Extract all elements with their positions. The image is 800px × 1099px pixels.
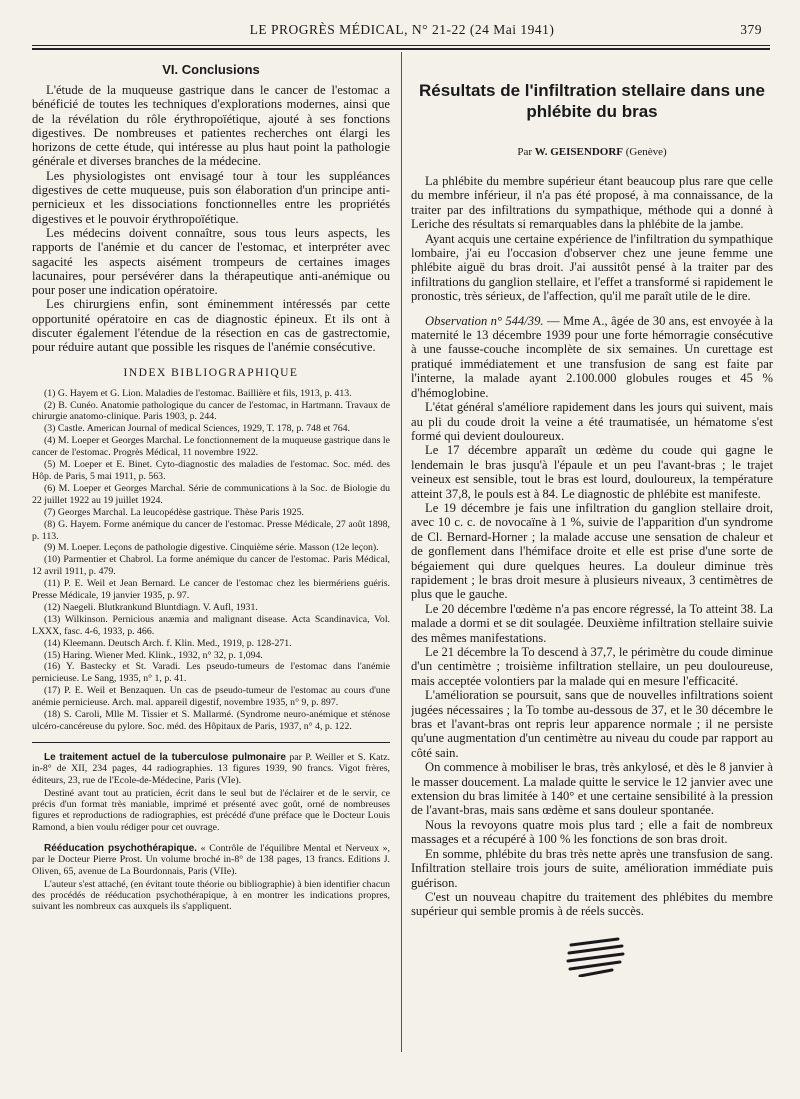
paragraph: C'est un nouveau chapitre du traitement des phlébites du membre supérieur qui semble promis à de réels succès. bbox=[411, 889, 773, 919]
end-ornament bbox=[566, 937, 626, 977]
book-reviews bbox=[32, 752, 390, 913]
reference: (1) G. Hayem et G. Lion. Maladies de l'estomac. Baillière et fils, 1913, p. 413. bbox=[44, 387, 352, 399]
article-title: Résultats de l'infiltration stellaire dans une phlébite du bras bbox=[418, 81, 765, 121]
reference: (14) Kleemann. Deutsch Arch. f. Klin. Med., 1919, p. 128-271. bbox=[44, 637, 292, 649]
paragraph: Les physiologistes ont envisagé tour à tour les suppléances digestives de cette muqueuse, puis son élaboration d'un principe anti-pernicieux et les dissociations fonctionnelles entre les propriétés digestives et le pouvoir érythropoïétique. bbox=[32, 168, 390, 226]
header-rule-thick bbox=[32, 48, 770, 50]
review-title: Le traitement actuel de la tuberculose pulmonaire bbox=[44, 751, 286, 763]
reference: (3) Castle. American Journal of medical Sciences, 1929, T. 178, p. 748 et 764. bbox=[44, 423, 350, 435]
paragraph: L'étude de la muqueuse gastrique dans le cancer de l'estomac a bénéficié de toutes les techniques d'explorations modernes, ainsi que de la révélation du rôle érythropoïétique, ajouté à ses fonctions digestives. De nombreuses et patientes recherches ont élargi les horizons de cette étude, qui intéresse au plus haut point la pathologie générale et diverses branches de la médecine. bbox=[32, 83, 390, 169]
byline-prefix: Par bbox=[517, 146, 532, 158]
paragraph: On commence à mobiliser le bras, très ankylosé, et dès le 8 janvier à le masser doucement. La malade quitte le service le 12 janvier avec une extension du bras limitée à 140° et une certaine sensibilité à la pression de l'avant-bras, mais sans œdème et sans douleur spontanée. bbox=[411, 760, 773, 818]
right-column bbox=[411, 80, 773, 1080]
index-title: INDEX BIBLIOGRAPHIQUE bbox=[123, 366, 299, 379]
left-column bbox=[32, 60, 390, 1060]
author-name: W. GEISENDORF bbox=[534, 146, 623, 158]
paragraph: Le 17 décembre apparaît un œdème du coude qui gagne le lendemain le bras jusqu'à l'épaule et un peu l'avant-bras ; le trajet veineux est sensible, tout le bras est lourd, douloureux, la température atteint 37,8, le pouls est à 84. Le diagnostic de phlébite est manifeste. bbox=[411, 443, 773, 501]
reference: (6) M. Loeper et Georges Marchal. Série de communications à la Soc. de Biologie du 22 juillet 1922 au 19 juillet 1924. bbox=[32, 482, 390, 506]
reference: (8) G. Hayem. Forme anémique du cancer de l'estomac. Presse Médicale, 27 août 1898, p. 113. bbox=[32, 518, 390, 542]
header-rule bbox=[32, 45, 770, 46]
review-entry bbox=[32, 752, 390, 786]
review-paragraph: L'auteur s'est attaché, (en évitant toute théorie ou bibliographie) à bien identifier chacun des procédés de rééducation psychothérapique, à en montrer les indications propres, suivant les nombreux cas auxquels ils s'appliquent. bbox=[32, 878, 390, 913]
reference: (11) P. E. Weil et Jean Bernard. Le cancer de l'estomac chez les biermériens guéris. Presse Médicale, 19 janvier 1935, p. 97. bbox=[32, 578, 390, 602]
reference: (4) M. Loeper et Georges Marchal. Le fonctionnement de la muqueuse gastrique dans le cancer de l'estomac. Progrès Médical, 11 novembre 1922. bbox=[32, 435, 390, 459]
paragraph: L'état général s'améliore rapidement dans les jours qui suivent, mais au pli du coude droit la veine a été traumatisée, un hématome s'est formé qui devient douloureux. bbox=[411, 400, 773, 443]
paragraph: Le 20 décembre l'œdème n'a pas encore régressé, la To atteint 38. La malade a dormi et se dit soulagée. Deuxième infiltration stellaire suivie des mêmes manifestations. bbox=[411, 601, 773, 645]
paragraph: L'amélioration se poursuit, sans que de nouvelles infiltrations soient jugées nécessaires ; la To tombe au-dessous de 37, et le 30 décembre le bras et l'avant-bras ont repris leur apparence normale ; il ne persiste qu'une augmentation d'un centimètre au niveau du coude par rapport au côté sain. bbox=[411, 688, 773, 760]
paragraph: Le 21 décembre la To descend à 37,7, le périmètre du coude diminue d'un centimètre ; troisième infiltration stellaire, un peu douloureuse, mais acceptée volontiers par la malade qui en mesure l'efficacité. bbox=[411, 645, 773, 688]
reference: (16) Y. Bastecky et St. Varadi. Les pseudo-tumeurs de l'estomac dans l'anémie pernicieuse. Le Sang, 1935, n° 1, p. 41. bbox=[32, 661, 390, 685]
observation-text: — Mme A., âgée de 30 ans, est envoyée à la maternité le 13 décembre 1939 pour une forte hémorragie consécutive à une fausse-couche incomplète de six semaines. Un curettage est pratiqué immédiatement et une transfusion de sang est faite par l'interne, la malade ayant 2.100.000 globules rouges et 45 % d'hémoglobine. bbox=[411, 313, 773, 400]
reference: (12) Naegeli. Blutkrankund Bluntdiagn. V. Aufl, 1931. bbox=[44, 601, 258, 613]
conclusions-text bbox=[32, 83, 390, 355]
byline bbox=[411, 146, 773, 158]
review-entry bbox=[32, 843, 390, 877]
observation-paragraph bbox=[411, 314, 773, 400]
paragraph: En somme, phlébite du bras très nette après une transfusion de sang. Infiltration stellaire trois jours de suite, amélioration immédiate puis guérison. bbox=[411, 846, 773, 890]
reference: (9) M. Loeper. Leçons de pathologie digestive. Cinquième série. Masson (12e leçon). bbox=[44, 542, 379, 554]
running-title: LE PROGRÈS MÉDICAL, N° 21-22 (24 Mai 1941) bbox=[249, 22, 555, 37]
review-details: « Contrôle de l'équilibre Mental et Nerveux », par le Docteur Pierre Prost. Un volume broché in-8° de 138 pages, 13 francs. Editions J. Oliven, 65, avenue de La Bourdonnais, Paris (VIIe). bbox=[32, 843, 390, 877]
reference: (15) Haring. Wiener Med. Klink., 1932, n° 32, p. 1,094. bbox=[44, 649, 263, 661]
reference: (2) B. Cunéo. Anatomie pathologique du cancer de l'estomac, in Hartmann. Travaux de chirurgie anatomo-clinique. Paris 1903, p. 244. bbox=[32, 399, 390, 423]
reference: (17) P. E. Weil et Benzaquen. Un cas de pseudo-tumeur de l'estomac au cours d'une anémie pernicieuse. Arch. mal. appareil digestif, novembre 1935, n° 9, p. 897. bbox=[32, 685, 390, 709]
page-number: 379 bbox=[740, 22, 762, 37]
bibliography bbox=[32, 388, 390, 733]
section-title: VI. Conclusions bbox=[162, 62, 260, 77]
reference: (10) Parmentier et Chabrol. La forme anémique du cancer de l'estomac. Paris Médical, 12 avril 1911, p. 479. bbox=[32, 554, 390, 578]
review-paragraph: Destiné avant tout au praticien, écrit dans le seul but de l'éclairer et de le servir, ce précis d'un format très maniable, imprimé et présenté avec goût, orné de nombreuses figures et reproductions de radiographies, est précédé d'une préface que le Docteur Louis Ramond, a bien voulu rédiger pour cet ouvrage. bbox=[32, 787, 390, 833]
review-details: par P. Weiller et S. Katz. in-8° de XII, 234 pages, 44 radiographies. 13 figures 1939, 90 francs. Vigot frères, éditeurs, 23, rue de l'Ecole-de-Médecine, Paris (VIe). bbox=[32, 751, 390, 786]
observation-label: Observation n° 544/39. bbox=[425, 313, 544, 328]
article-body bbox=[411, 174, 773, 919]
paragraph: Le 19 décembre je fais une infiltration du ganglion stellaire droit, avec 10 c. c. de novocaïne à 1 %, suivie de l'apparition d'un syndrome de Cl. Bernard-Horner ; la malade accuse une sensation de chaleur et de gonflement dans l'hémiface droite et elle est prise d'une sorte de bégaiement qui dure quelques heures. La douleur diminue très rapidement ; le bras droit mesure à plusieurs niveaux, 3 centimètres de plus que le gauche. bbox=[411, 500, 773, 602]
reference: (13) Wilkinson. Pernicious anæmia and malignant disease. Acta Scandinavica, Vol. LXXX, fasc. 4-6, 1933, p. 466. bbox=[32, 613, 390, 637]
reference: (18) S. Caroli, Mlle M. Tissier et S. Mallarmé. (Syndrome neuro-anémique et sténose ulcéro-cancéreuse du pylore. Soc. méd. des Hôpitaux de Paris, 1937, n° 4, p. 122. bbox=[32, 709, 390, 733]
paragraph: Nous la revoyons quatre mois plus tard ; elle a fait de nombreux massages et a récupéré à 100 % les fonctions de son bras droit. bbox=[411, 817, 773, 847]
paragraph: Les médecins doivent connaître, sous tous leurs aspects, les rapports de l'anémie et du cancer de l'estomac, et interpréter avec sagacité les aspects aisément trompeurs de certaines images lacunaires, pour persévérer dans la thérapeutique anti-anémique ou pour poser une indication opératoire. bbox=[32, 225, 390, 298]
running-header bbox=[32, 22, 772, 38]
paragraph: La phlébite du membre supérieur étant beaucoup plus rare que celle du membre inférieur, il n'a pas été proposé, à ma connaissance, de la traiter par des infiltrations du sympathique, méthode qui a donné à Leriche des résultats si remarquables dans la phlébite de la jambe. bbox=[411, 174, 773, 232]
reference: (5) M. Loeper et E. Binet. Cyto-diagnostic des maladies de l'estomac. Soc. méd. des Hôp. de Paris, 5 mai 1911, p. 563. bbox=[32, 459, 390, 482]
section-divider bbox=[32, 742, 390, 743]
paragraph: Les chirurgiens enfin, sont éminemment intéressés par cette opportunité opératoire en cas de diagnostic épineux. Et ils ont à discuter également l'étendue de la résection en cas de gastrectomie, pour réduire autant que possible les risques de l'anémie consécutive. bbox=[32, 297, 390, 355]
column-separator bbox=[401, 52, 402, 1052]
reference: (7) Georges Marchal. La leucopédèse gastrique. Thèse Paris 1925. bbox=[44, 506, 304, 518]
paragraph: Ayant acquis une certaine expérience de l'infiltration du sympathique lombaire, j'ai eu l'occasion d'observer chez une jeune femme une phlébite aiguë du bras droit. J'ai aussitôt pensé à la traiter par des infiltrations du ganglion stellaire, et l'effet a transformé si rapidement le pronostic, très sérieux, de l'affection, qu'il me paraît utile de le dire. bbox=[411, 231, 773, 304]
author-location: (Genève) bbox=[625, 146, 667, 158]
review-title: Rééducation psychothérapique. bbox=[44, 843, 197, 854]
